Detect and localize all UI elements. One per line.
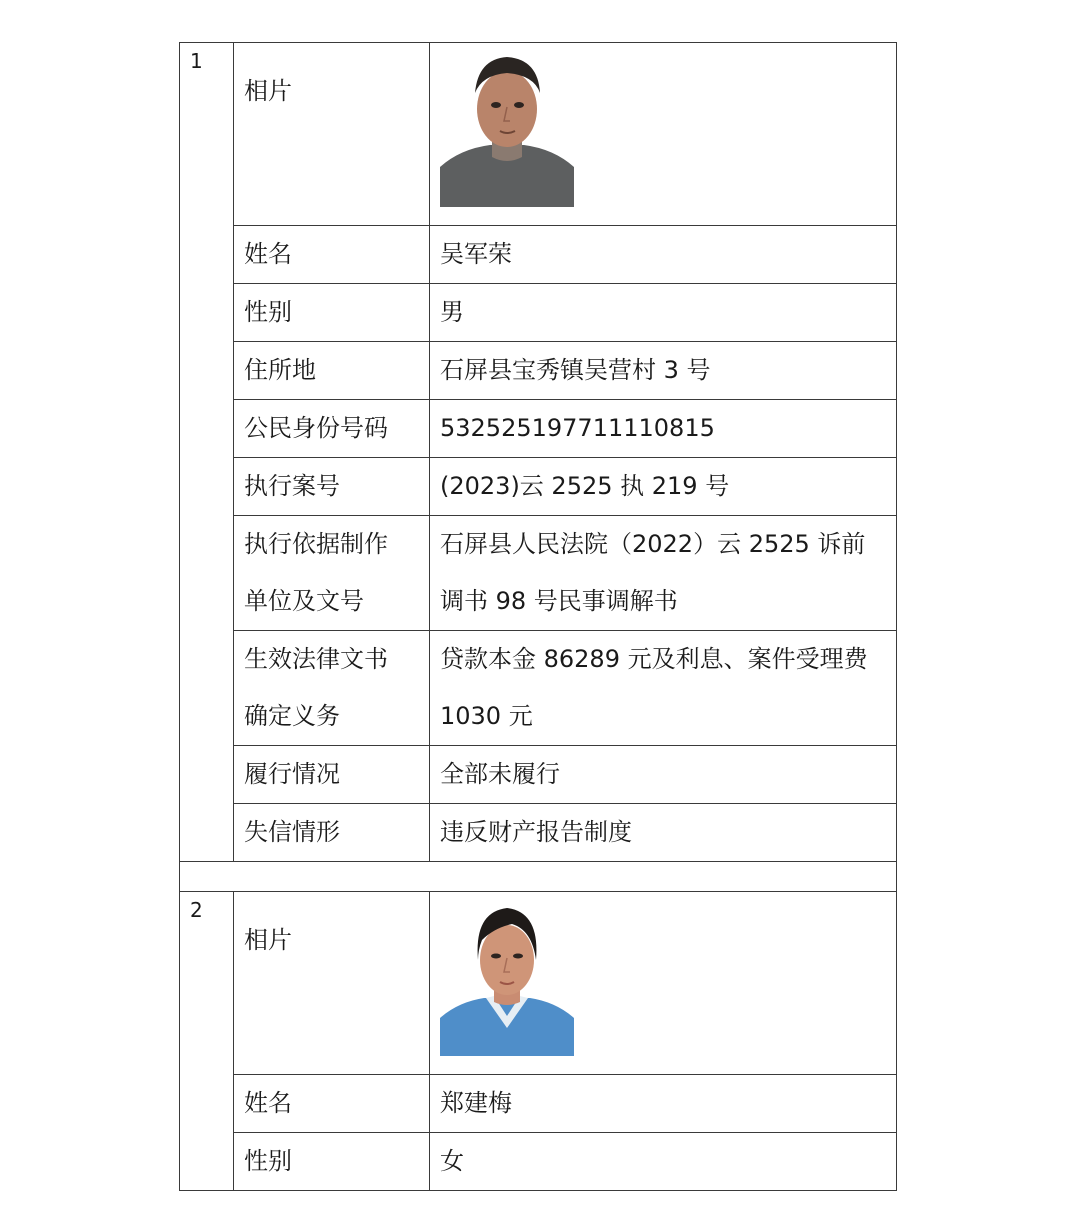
record-index: 1 xyxy=(180,43,234,862)
basis-value-line2: 调书 98 号民事调解书 xyxy=(440,587,678,615)
name-label: 姓名 xyxy=(234,1075,430,1133)
table-row xyxy=(180,400,897,458)
record-separator xyxy=(180,862,897,892)
obligation-value-line1: 贷款本金 86289 元及利息、案件受理费 xyxy=(440,645,868,673)
basis-value-line1: 石屏县人民法院（2022）云 2525 诉前 xyxy=(440,530,866,558)
dishonesty-value: 违反财产报告制度 xyxy=(430,804,897,862)
photo-label: 相片 xyxy=(234,892,430,1075)
table-row xyxy=(180,226,897,284)
photo-cell xyxy=(430,43,897,226)
name-value: 郑建梅 xyxy=(430,1075,897,1133)
case-number-label: 执行案号 xyxy=(234,458,430,516)
table-row xyxy=(180,804,897,862)
basis-label-line1: 执行依据制作 xyxy=(244,530,388,558)
table-row xyxy=(180,458,897,516)
address-label: 住所地 xyxy=(234,342,430,400)
gender-label: 性别 xyxy=(234,284,430,342)
table-row xyxy=(180,516,897,631)
portrait-photo-female xyxy=(440,898,574,1056)
gender-value: 女 xyxy=(430,1133,897,1191)
case-number-value: (2023)云 2525 执 219 号 xyxy=(430,458,897,516)
id-number-label: 公民身份号码 xyxy=(234,400,430,458)
obligation-label xyxy=(234,631,430,746)
table-row xyxy=(180,892,897,1075)
basis-label-line2: 单位及文号 xyxy=(244,587,364,615)
basis-value xyxy=(430,516,897,631)
gender-label: 性别 xyxy=(234,1133,430,1191)
table-row xyxy=(180,342,897,400)
table-row xyxy=(180,631,897,746)
performance-label: 履行情况 xyxy=(234,746,430,804)
basis-label xyxy=(234,516,430,631)
table-row xyxy=(180,284,897,342)
gender-value: 男 xyxy=(430,284,897,342)
name-label: 姓名 xyxy=(234,226,430,284)
table-row xyxy=(180,1133,897,1191)
obligation-value-line2: 1030 元 xyxy=(440,702,533,730)
photo-label: 相片 xyxy=(234,43,430,226)
photo-cell xyxy=(430,892,897,1075)
disclosure-sheet xyxy=(179,42,897,1191)
dishonesty-label: 失信情形 xyxy=(234,804,430,862)
portrait-photo-male xyxy=(440,49,574,207)
performance-value: 全部未履行 xyxy=(430,746,897,804)
record-index: 2 xyxy=(180,892,234,1191)
table-row xyxy=(180,746,897,804)
record-table xyxy=(179,42,897,1191)
table-row xyxy=(180,43,897,226)
obligation-label-line2: 确定义务 xyxy=(244,702,340,730)
obligation-value xyxy=(430,631,897,746)
obligation-label-line1: 生效法律文书 xyxy=(244,645,388,673)
name-value: 吴军荣 xyxy=(430,226,897,284)
id-number-value: 532525197711110815 xyxy=(430,400,897,458)
address-value: 石屏县宝秀镇吴营村 3 号 xyxy=(430,342,897,400)
table-row xyxy=(180,1075,897,1133)
